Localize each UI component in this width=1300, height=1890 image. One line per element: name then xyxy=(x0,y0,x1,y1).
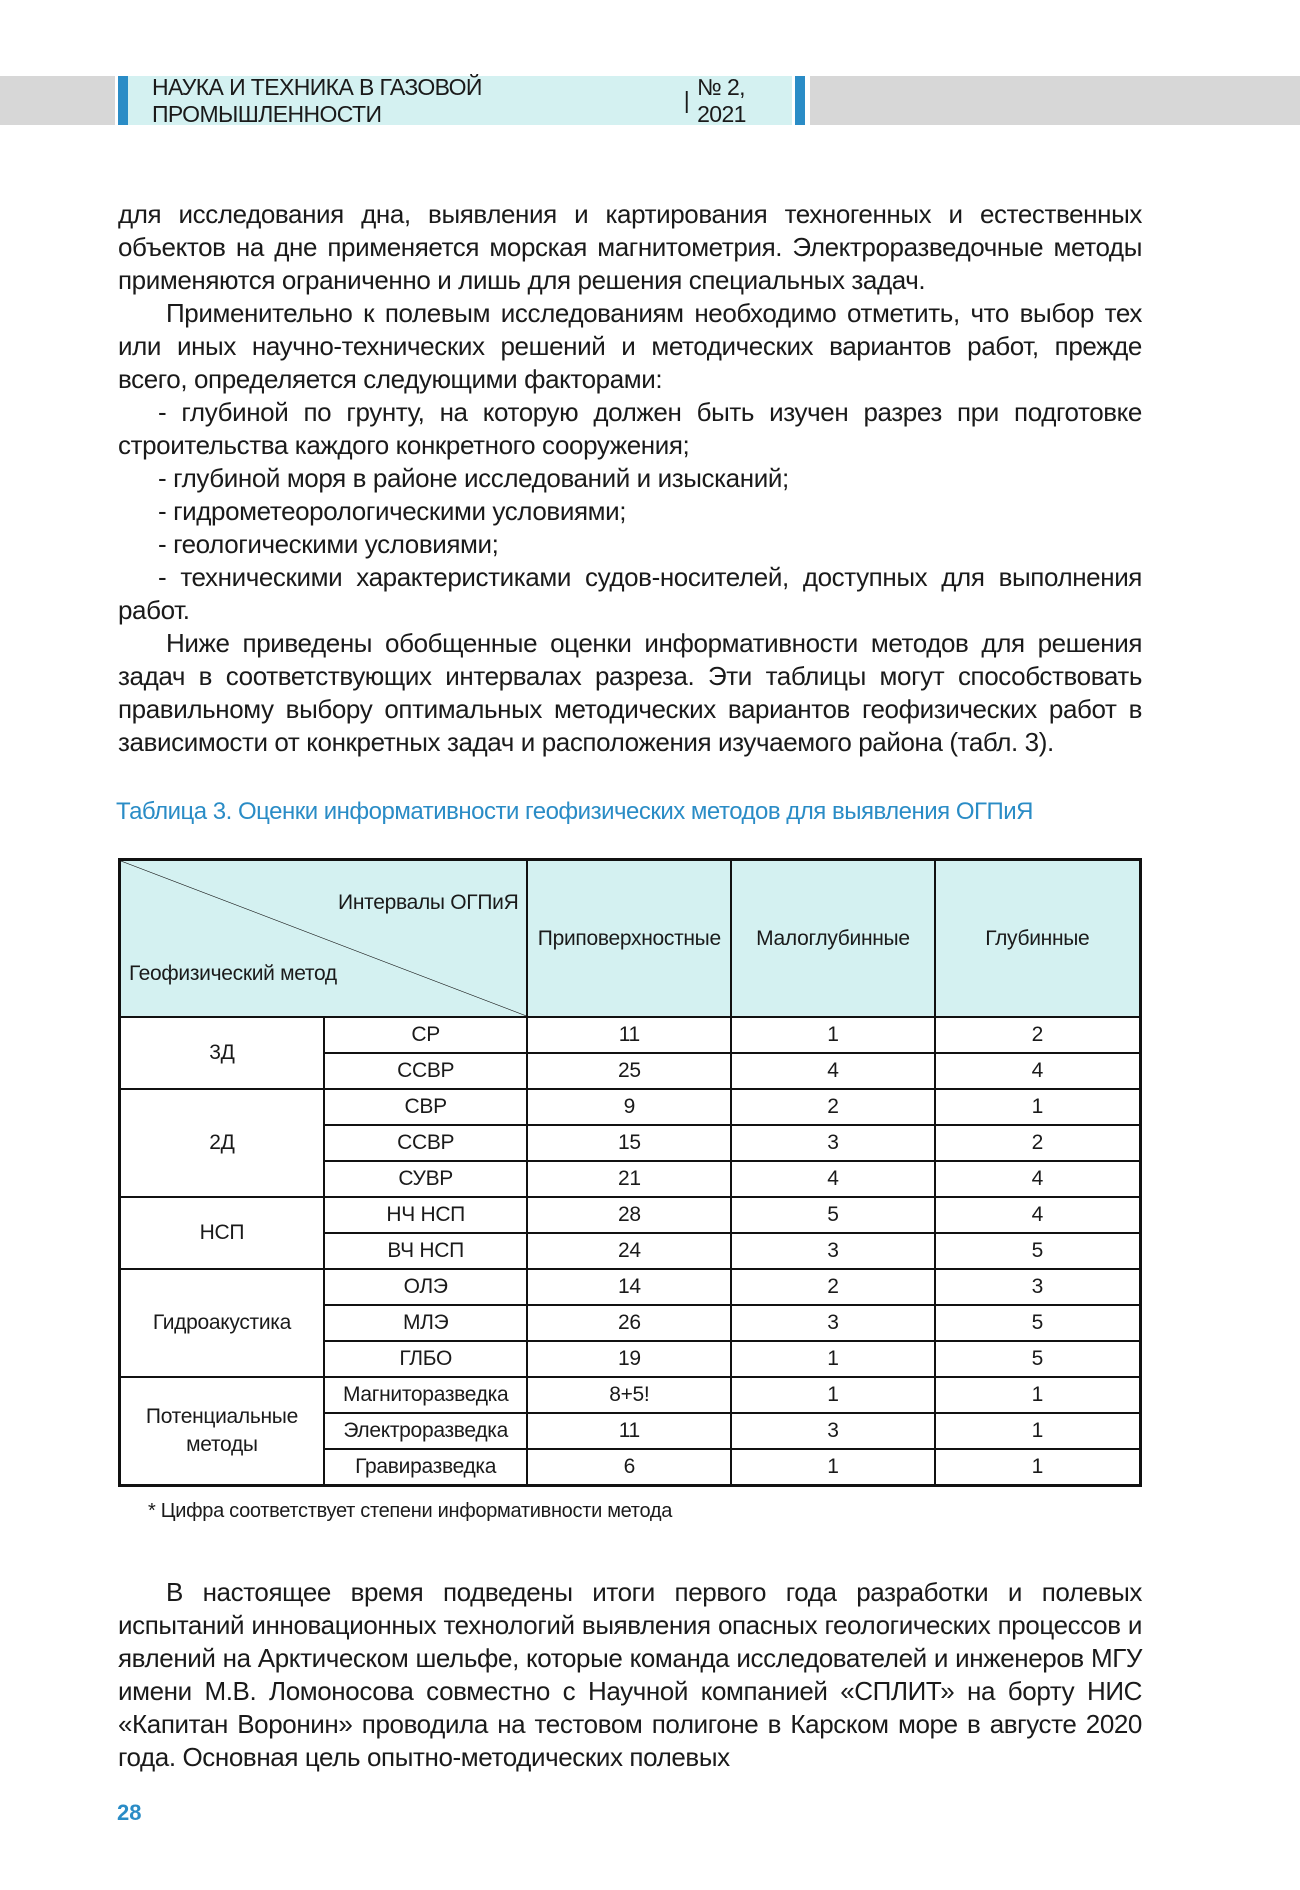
method-cell: МЛЭ xyxy=(324,1305,528,1341)
value-cell: 25 xyxy=(527,1053,731,1089)
value-cell: 1 xyxy=(935,1449,1141,1486)
column-header: Приповерхностные xyxy=(527,860,731,1018)
paragraph: Ниже приведены обобщенные оценки информативности методов для решения задач в соответствующих интервалах разреза. Эти таблицы могут способствовать правильному выбору оптимальных методических вариантов геофизических работ в зависимости от конкретных задач и расположения изучаемого района (табл. 3). xyxy=(118,628,1142,757)
list-item: - глубиной моря в районе исследований и изысканий; xyxy=(158,463,789,493)
method-cell: Магниторазведка xyxy=(324,1377,528,1413)
header-band-left xyxy=(0,76,115,125)
running-head xyxy=(128,73,792,127)
value-cell: 11 xyxy=(527,1413,731,1449)
value-cell: 1 xyxy=(935,1377,1141,1413)
value-cell: 3 xyxy=(935,1269,1141,1305)
method-cell: ОЛЭ xyxy=(324,1269,528,1305)
value-cell: 1 xyxy=(935,1413,1141,1449)
page-number: 28 xyxy=(117,1800,142,1825)
header-accent-bar-right xyxy=(795,76,805,125)
table-caption: Таблица 3. Оценки информативности геофизических методов для выявления ОГПиЯ xyxy=(116,798,1033,825)
table-row xyxy=(120,1269,1141,1305)
table-row xyxy=(120,1017,1141,1053)
body-text-top xyxy=(118,198,1142,759)
value-cell: 2 xyxy=(935,1125,1141,1161)
value-cell: 3 xyxy=(731,1413,934,1449)
value-cell: 6 xyxy=(527,1449,731,1486)
value-cell: 3 xyxy=(731,1305,934,1341)
table-footnote: * Цифра соответствует степени информативности метода xyxy=(148,1500,673,1522)
header-band-right xyxy=(810,76,1300,125)
column-header: Малоглубинные xyxy=(731,860,934,1018)
value-cell: 19 xyxy=(527,1341,731,1377)
list-item: - гидрометеорологическими условиями; xyxy=(158,496,627,526)
value-cell: 1 xyxy=(731,1017,934,1053)
group-cell: 2Д xyxy=(120,1089,324,1197)
value-cell: 28 xyxy=(527,1197,731,1233)
value-cell: 4 xyxy=(731,1053,934,1089)
value-cell: 2 xyxy=(731,1269,934,1305)
value-cell: 3 xyxy=(731,1233,934,1269)
table-header-row xyxy=(120,860,1141,1018)
value-cell: 24 xyxy=(527,1233,731,1269)
method-cell: НЧ НСП xyxy=(324,1197,528,1233)
method-cell: Электроразведка xyxy=(324,1413,528,1449)
journal-title: НАУКА И ТЕХНИКА В ГАЗОВОЙ ПРОМЫШЛЕННОСТИ xyxy=(152,73,482,127)
value-cell: 4 xyxy=(731,1161,934,1197)
group-cell: Потенциальные методы xyxy=(120,1377,324,1486)
value-cell: 1 xyxy=(731,1341,934,1377)
column-header: Глубинные xyxy=(935,860,1141,1018)
method-cell: ССВР xyxy=(324,1125,528,1161)
value-cell: 1 xyxy=(731,1449,934,1486)
paragraph: В настоящее время подведены итоги первого года разработки и полевых испытаний инновационных технологий выявления опасных геологических процессов и явлений на Арктическом шельфе, которые команда исследователей и инженеров МГУ имени М.В. Ломоносова совместно с Научной компанией «СПЛИТ» на борту НИС «Капитан Воронин» проводила на тестовом полигоне в Карском море в августе 2020 года. Основная цель опытно-методических полевых xyxy=(118,1577,1142,1772)
method-cell: ВЧ НСП xyxy=(324,1233,528,1269)
issue-number: № 2, 2021 xyxy=(697,73,746,127)
group-cell: 3Д xyxy=(120,1017,324,1089)
table-row xyxy=(120,1377,1141,1413)
value-cell: 15 xyxy=(527,1125,731,1161)
value-cell: 8+5! xyxy=(527,1377,731,1413)
corner-header-cell xyxy=(120,860,528,1018)
value-cell: 5 xyxy=(935,1233,1141,1269)
body-text-bottom xyxy=(118,1576,1142,1774)
list-item: - техническими характеристиками судов-носителей, доступных для выполнения работ. xyxy=(118,562,1142,625)
value-cell: 21 xyxy=(527,1161,731,1197)
value-cell: 14 xyxy=(527,1269,731,1305)
informativeness-table xyxy=(118,858,1142,1487)
group-cell: НСП xyxy=(120,1197,324,1269)
value-cell: 5 xyxy=(935,1341,1141,1377)
value-cell: 11 xyxy=(527,1017,731,1053)
value-cell: 1 xyxy=(935,1089,1141,1125)
value-cell: 3 xyxy=(731,1125,934,1161)
header-accent-bar-left xyxy=(118,76,128,125)
method-cell: ГЛБО xyxy=(324,1341,528,1377)
list-item: - глубиной по грунту, на которую должен быть изучен разрез при подготовке строительства каждого конкретного сооружения; xyxy=(118,397,1142,460)
intervals-label: Интервалы ОГПиЯ xyxy=(338,891,519,914)
paragraph: Применительно к полевым исследованиям необходимо отметить, что выбор тех или иных научно-технических решений и методических вариантов работ, прежде всего, определяется следующими факторами: xyxy=(118,298,1142,394)
method-cell: СВР xyxy=(324,1089,528,1125)
method-cell: СР xyxy=(324,1017,528,1053)
table-row xyxy=(120,1197,1141,1233)
value-cell: 4 xyxy=(935,1161,1141,1197)
method-cell: ССВР xyxy=(324,1053,528,1089)
value-cell: 1 xyxy=(731,1377,934,1413)
method-cell: Гравиразведка xyxy=(324,1449,528,1486)
paragraph: для исследования дна, выявления и картирования техногенных и естественных объектов на дне применяется морская магнитометрия. Электроразведочные методы применяются ограниченно и лишь для решения специальных задач. xyxy=(118,199,1142,295)
value-cell: 2 xyxy=(731,1089,934,1125)
value-cell: 2 xyxy=(935,1017,1141,1053)
value-cell: 4 xyxy=(935,1053,1141,1089)
value-cell: 5 xyxy=(731,1197,934,1233)
list-item: - геологическими условиями; xyxy=(158,529,499,559)
value-cell: 9 xyxy=(527,1089,731,1125)
diagonal-line xyxy=(121,861,526,1016)
value-cell: 26 xyxy=(527,1305,731,1341)
table-row xyxy=(120,1089,1141,1125)
header-separator: | xyxy=(683,87,690,113)
value-cell: 5 xyxy=(935,1305,1141,1341)
group-cell: Гидроакустика xyxy=(120,1269,324,1377)
method-label: Геофизический метод xyxy=(129,962,337,985)
method-cell: СУВР xyxy=(324,1161,528,1197)
value-cell: 4 xyxy=(935,1197,1141,1233)
